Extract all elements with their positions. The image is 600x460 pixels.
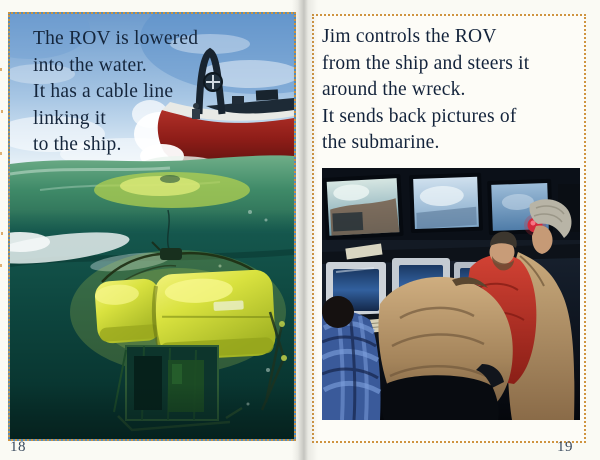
caption-line: Jim controls the ROV	[322, 26, 497, 47]
control-room-illustration	[322, 168, 580, 420]
underwater	[10, 210, 294, 439]
caption-line: from the ship and steers it	[322, 52, 530, 74]
right-photo	[322, 168, 580, 420]
caption-line: The ROV is lowered	[33, 28, 199, 49]
caption-line: It has a cable line	[33, 81, 174, 102]
caption-line: into the water.	[33, 54, 148, 76]
left-page-number: 18	[10, 439, 26, 455]
right-page-frame	[312, 14, 586, 443]
scan-specks	[0, 68, 2, 71]
monitor	[409, 173, 483, 233]
caption-line: It sends back pictures of	[322, 105, 517, 127]
caption-line: linking it	[33, 107, 106, 129]
monitor	[322, 174, 403, 240]
right-page-number: 19	[557, 439, 573, 455]
caption-line: around the wreck.	[322, 79, 466, 100]
left-caption	[33, 26, 198, 159]
left-photo	[8, 12, 296, 441]
rov-near-surface	[94, 172, 250, 208]
right-caption	[322, 24, 529, 157]
caption-line: the submarine.	[322, 132, 440, 153]
caption-line: to the ship.	[33, 134, 122, 155]
